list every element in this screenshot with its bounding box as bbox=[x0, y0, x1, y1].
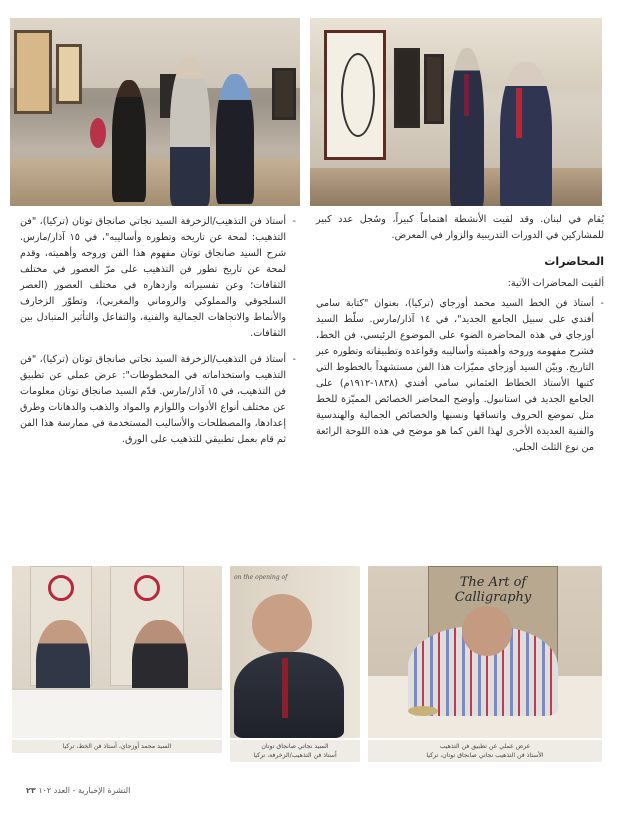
banner-text-opening: on the opening of bbox=[234, 574, 288, 581]
lectures-intro: ألقيت المحاضرات الآتية: bbox=[507, 278, 604, 289]
photo-gallery-visitors bbox=[10, 18, 300, 206]
lecture-item-calligraphy: - أستاذ فن الخط السيد محمد أوزجاي (تركيا)، بعنوان "كتابة سامي أفندي على سبيل الجامع الجديد"، في ١٤ آذار/مارس. سلّط السيد أوزجاي في هذه المحاضرة الضوء على الموضوع الرئيسي، فن الخط، فشرح مفهومه وروحه وأهميته وأساليبه وقواعده وتطبيقاته وتطوره عبر التاريخ. وبيّن السيد أوزجاي مميّزات هذا الفن مستشهداً بالخطوط التي كتبها الأستاذ الخطاط العثماني سامي أفندي (١٨٣٨-١٩١٢م) على الجامع الجديد في استانبول. وأوضح المحاضر الخصائص المميّزة للخط مثل تموضع الحروف واتساقها ونسبها والخصائص الجمالية والهندسية والفنية العديدة الأخرى لهذا الفن كما هو موضح في هذه اللوحة الرائعة من نوع الثلث الجلي. bbox=[316, 296, 604, 456]
photo-illumination-demo bbox=[368, 566, 602, 738]
lecture-item-illumination-manuscripts: - أستاذ فن التذهيب/الزخرفة السيد نجاتي صانجاق توتان (تركيا)، "فن التذهيب واستخداماته في المخطوطات": عرض عملي عن تطبيق فن التذهيب، في ١٥ آذار/مارس. قدّم السيد صانجاق توتان معلومات عن مختلف أنواع الأدوات واللوازم والمواد والذهب والدهانات وطرق إعدادها، والمصطلحات والأساليب المستخدمة في ممارسة هذا الفن ثم قام بعمل تطبيقي للتذهيب على الورق. bbox=[20, 352, 296, 448]
page-number: ٢٣ bbox=[26, 786, 36, 795]
photo-officials-at-exhibition bbox=[310, 18, 602, 206]
lecture-item-illumination-history: - أستاذ فن التذهيب/الزخرفة السيد نجاتي صانجاق توتان (تركيا)، "فن التذهيب: لمحة عن تاريخه وتطوره وأساليبه"، في ١٥ آذار/مارس. شرح السيد صانجاق توتان مفهوم هذا الفن وروحه وأهميته، وقدم لمحة عن تاريخ تطور فن التذهيب على مرّ العصور في مختلف الثقافات؛ وعن تفسيراته وازدهاره في مختلف العصور (العصر السلجوقي والمملوكي والروماني والمغربي)، وتطوّر الزخارف والأنماط والاتجاهات الجمالية والفنية، والتفاعل والتأثير المتبادل بين الثقافات. bbox=[20, 214, 296, 342]
text-column-right bbox=[316, 212, 604, 462]
calligraphy-panel bbox=[324, 30, 386, 160]
caption-illumination-demo: عرض عملي عن تطبيق فن التذهيب الأستاذ فن التذهيب نجاتي صانجاق توتان، تركيا bbox=[368, 740, 602, 762]
publication-name: النشرة الإخبارية - العدد ١٠٢ bbox=[38, 786, 131, 795]
section-heading-lectures: المحاضرات bbox=[544, 255, 604, 268]
text-column-left bbox=[20, 214, 296, 454]
caption-speaker-portrait: السيد نجاتي صانجاق توتان أستاذ فن التذهيب/الزخرفة، تركيا bbox=[230, 740, 360, 762]
intro-paragraph: يُقام في لبنان. وقد لقيت الأنشطة اهتماماً كبيراً، وسُجل عدد كبير للمشاركين في الدورات التدريبية والزوار في المعرض. bbox=[316, 214, 604, 241]
photo-speakers-panel bbox=[12, 566, 222, 738]
page-footer bbox=[20, 786, 130, 795]
photo-speaker-portrait bbox=[230, 566, 360, 738]
banner-text: The Art of Calligraphy bbox=[454, 575, 532, 605]
caption-speakers-panel: السيد محمد أوزجاي، أستاذ فن الخط، تركيا bbox=[12, 740, 222, 753]
